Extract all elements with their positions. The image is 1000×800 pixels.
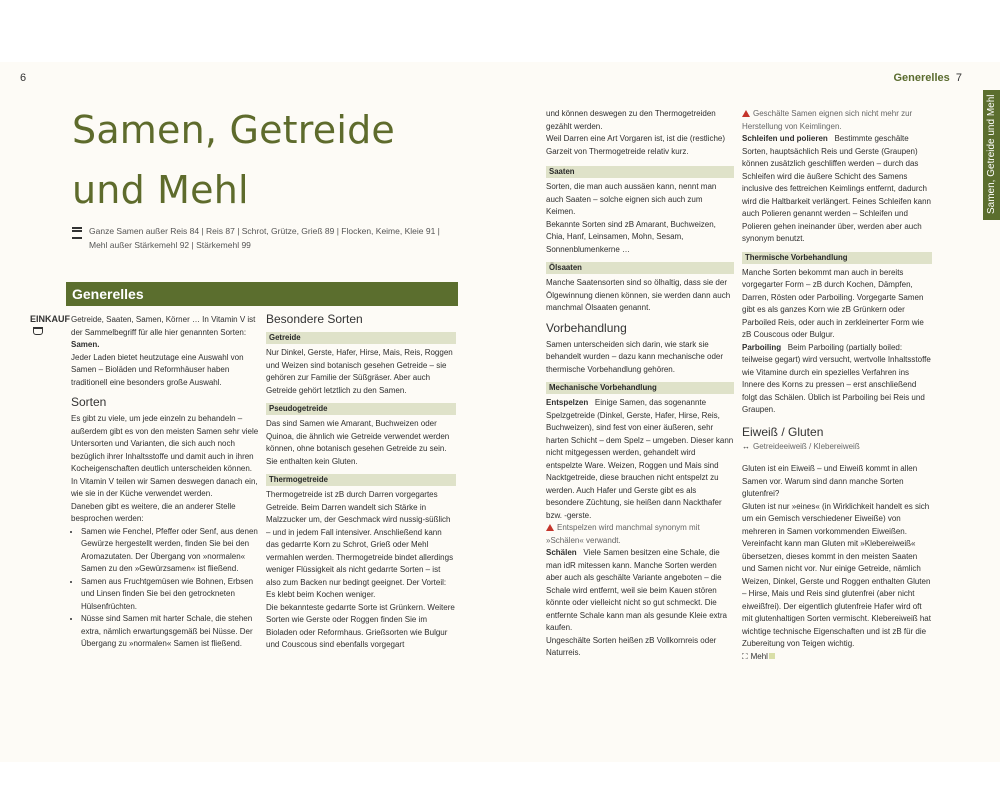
- thermogetreide-continued: und können deswegen zu den Thermogetreiden gezählt werden.: [546, 109, 716, 131]
- right-column-2: [742, 108, 932, 663]
- chapter-side-tab: [983, 90, 1000, 220]
- eiweiss-subtitle: ↔ Getreideeiweiß / Klebereiweiß: [742, 441, 932, 454]
- title-line-2: und Mehl: [72, 168, 249, 212]
- left-column-1: [71, 314, 259, 651]
- saaten-text: Sorten, die man auch aussäen kann, nennt man auch Saaten – solche eignen sich auch zum Keimen.: [546, 182, 717, 216]
- list-item: • Samen aus Fruchtgemüsen wie Bohnen, Erbsen und Linsen finden Sie bei den getrockneten Hülsenfrüchten.: [81, 576, 259, 614]
- thermische-text: Manche Sorten bekommt man auch in bereits vorgegarter Form – zB durch Kochen, Dämpfen, Darren, Rösten oder Parboiling. Vorgegarte Samen gibt es als ganzes Korn wie zB Grünkern oder Parboiled Reis, oder auch in zerkleinerter Form wie zB Couscous oder Bulgur.: [742, 267, 924, 339]
- list-item: • Samen wie Fenchel, Pfeffer oder Senf, aus denen Gewürze hergestellt werden, finden Sie bei den Aromazutaten. Der Übergang von »normalen« Samen zu den »Gewürzsamen« ist fließend.: [81, 526, 259, 576]
- warning-icon: [546, 524, 554, 531]
- pseudogetreide-text: Das sind Samen wie Amarant, Buchweizen oder Quinoa, die ähnlich wie Getreide verwendet werden können, ohne botanisch gesehen Getreide zu sein. Sie enthalten kein Gluten.: [266, 419, 450, 466]
- basket-icon: [33, 327, 43, 335]
- schleifen-text: Schleifen und polieren Bestimmte geschälte Sorten, hauptsächlich Reis und Gerste (Graupen) können zusätzlich geschliffen werden – durch das Schleifen wird die äußere Schicht des Samens inclusive des fettreichen Keimlings entfernt, dadurch wird die Haltbarkeit verlängert. Feines Schleifen kann auch Polieren genannt werden – Schleifen und Polieren gehen ineinander über, werden aber auch synonym benutzt.: [742, 134, 931, 243]
- schaelen-text: Schälen Viele Samen besitzen eine Schale, die man idR mitessen kann. Manche Sorten werden aber auch als geschälte Variante angeboten – die Schale wird entfernt, weil sie beim Kauen stören könnte oder vielleicht nicht so gut schmeckt. Die entfernte Schale kann man als gesunde Kleie extra kaufen.: [546, 548, 728, 632]
- chapter-contents-text: Ganze Samen außer Reis 84 | Reis 87 | Schrot, Grütze, Grieß 89 | Flocken, Keime, Kleie 91 | Mehl außer Stärkemehl 92 | Stärkemehl 99: [89, 226, 440, 250]
- subheading-mechanische-vorbehandlung: Mechanische Vorbehandlung: [546, 382, 734, 394]
- subheading-getreide: Getreide: [266, 332, 456, 344]
- heading-eiweiss-gluten: Eiweiß / Gluten: [742, 424, 824, 439]
- subheading-pseudogetreide: Pseudogetreide: [266, 403, 456, 415]
- title-line-1: Samen, Getreide: [72, 108, 395, 152]
- parboiling-text: Parboiling Beim Parboiling (partially boiled: teilweise gegart) wird versucht, wertvolle Inhaltsstoffe wie Vitamine durch ein spezielles Verfahren ins Innere des Korns zu pressen – erst anschließend folgt das Schälen. Üblich ist Parboiling bei Reis und Graupen.: [742, 342, 931, 414]
- side-tab-label: Samen, Getreide und Mehl: [986, 94, 997, 214]
- mehl-reference[interactable]: ⛶ Mehl: [742, 651, 932, 664]
- schaelen-text-2: Ungeschälte Sorten heißen zB Vollkornreis oder Naturreis.: [546, 635, 717, 657]
- sorten-paragraph-2: Daneben gibt es weitere, die an anderer Stelle besprochen werden:: [71, 501, 236, 523]
- sorten-paragraph: Es gibt zu viele, um jede einzeln zu behandeln – außerdem gibt es von den meisten Samen sehr viele Untersorten und Varianten, die sich auch noch bezüglich ihrer Inhaltsstoffe und damit auch in ihren Kocheigenschaften deutlich unterscheiden können. In Vitamin V teilen wir Samen deswegen danach ein, wie sie in der Küche verwendet werden.: [71, 414, 259, 498]
- oelsaaten-text: Manche Saatensorten sind so ölhaltig, dass sie der Ölgewinnung dienen können, sie werden dann auch manchmal Ölsaaten genannt.: [546, 278, 731, 312]
- subheading-thermogetreide: Thermogetreide: [266, 474, 456, 486]
- thermogetreide-text: Thermogetreide ist zB durch Darren vorgegartes Getreide. Beim Darren wandelt sich Stärke in Malzzucker um, der Geschmack wird nussig-süßlich – und in jedem Fall intensiver. Anschließend kann das gedarrte Korn zu Schrot, Grieß oder Mehl vermahlen werden. Thermogetreide bindet allerdings weniger Flüssigkeit als nicht gedarrte Sorten – ist also zum Backen nur bedingt geeignet. Der Vorteil: Es klebt beim Kochen weniger.: [266, 490, 454, 599]
- entspelzen-text: Entspelzen Einige Samen, das sogenannte Spelzgetreide (Dinkel, Gerste, Hafer, Hirse, Reis, Buchweizen), sind fest von einer äußeren, sehr harten Schicht – dem Spelz – umgeben. Dieser kann nicht mitgegessen werden, gehandelt wird entspelzte Ware. Weizen, Roggen und Mais sind Nacktgetreide, diese brauchen nicht entspelzt zu werden. Auch Hafer und Gerste gibt es als besondere Züchtung, sie heißen dann Nackthafer bzw. -gerste.: [546, 398, 734, 520]
- saaten-text-2: Bekannte Sorten sind zB Amarant, Buchweizen, Chia, Hanf, Leinsamen, Mohn, Sesam, Sonnenblumenkerne …: [546, 219, 716, 254]
- vorbehandlung-text: Samen unterscheiden sich darin, wie stark sie behandelt wurden – dazu kann mechanische oder thermische Vorbehandlung gehören.: [546, 339, 724, 374]
- getreide-text: Nur Dinkel, Gerste, Hafer, Hirse, Mais, Reis, Roggen und Weizen sind botanisch gesehen Getreide – sie gehören zur Familie der Süßgräser. Aber auch Getreide gehört letztlich zu den Samen.: [266, 348, 453, 395]
- intro-paragraph-2: Jeder Laden bietet heutzutage eine Auswahl von Samen – Bioläden und Reformhäuser haben traditionell eine besonders große Auswahl.: [71, 352, 244, 387]
- thermogetreide-text-2: Die bekannteste gedarrte Sorte ist Grünkern. Weitere Sorten wie Gerste oder Roggen finden Sie im Bioladen oder Reformhaus. Grießsorten wie Bulgur und Couscous sind ebenfalls vorgegart: [266, 602, 455, 649]
- expand-icon: ⛶: [742, 651, 748, 661]
- warning-note: Entspelzen wird manchmal synonym mit »Schälen« verwandt.: [546, 523, 700, 545]
- gluten-text-2: Gluten ist nur »eines« (in Wirklichkeit handelt es sich um ein Gemisch verschiedener Eiweiße) von mehreren in Samen vorkommenden Eiweißen. Vereinfacht kann man Gluten mit »Klebereiweiß« übersetzen, dieses kommt in den meisten Saaten und Samen nicht vor. Nur einige Getreide, nämlich Weizen, Dinkel, Gerste und Roggen enthalten Gluten – Hirse, Mais und Reis sind glutenfrei (aber nicht eiweißfrei). Der eigentlich glutenfreie Hafer wird oft mit glutenhaltigen Sorten vermischt. Klebereiweiß hat wichtige technische Eigenschaften und ist zB für die Zubereitung von Teigen wichtig.: [742, 501, 931, 648]
- page-number-right: 7: [955, 72, 962, 84]
- page-title: [72, 100, 395, 220]
- heading-besondere-sorten: Besondere Sorten: [266, 312, 363, 326]
- list-icon: [72, 227, 82, 239]
- heading-vorbehandlung: Vorbehandlung: [546, 320, 627, 335]
- einkauf-label: EINKAUF: [30, 314, 70, 324]
- garzeit-text: Weil Darren eine Art Vorgaren ist, ist die (restliche) Garzeit von Thermogetreide relativ kurz.: [546, 134, 726, 156]
- chapter-contents: [72, 224, 452, 252]
- sorten-list: [71, 526, 259, 651]
- list-item: • Nüsse sind Samen mit harter Schale, die stehen extra, nämlich erwartungsgemäß bei Nüsse. Der Übergang zu »normalen« Samen ist fließend.: [81, 613, 259, 651]
- intro-paragraph: Getreide, Saaten, Samen, Körner … In Vitamin V ist der Sammelbegriff für alle hier genannten Sorten: Samen.: [71, 315, 256, 349]
- heading-sorten: Sorten: [71, 395, 107, 409]
- left-column-2: [266, 312, 456, 652]
- warning-icon: [742, 110, 750, 117]
- subheading-saaten: Saaten: [546, 166, 734, 178]
- gluten-text: Gluten ist ein Eiweiß – und Eiweiß kommt in allen Samen vor. Warum sind dann manche Sorten glutenfrei?: [742, 464, 918, 498]
- subheading-oelsaaten: Ölsaaten: [546, 262, 734, 274]
- glossary-marker-icon: [769, 653, 775, 659]
- warning-note: Geschälte Samen eignen sich nicht mehr zur Herstellung von Keimlingen.: [742, 109, 913, 131]
- right-column-1: [546, 108, 734, 660]
- section-banner: Generelles: [66, 282, 458, 306]
- subheading-thermische-vorbehandlung: Thermische Vorbehandlung: [742, 252, 932, 264]
- link-arrows-icon: ↔: [742, 441, 750, 451]
- running-head: Generelles 7: [893, 72, 962, 84]
- page-number-left: 6: [20, 72, 27, 84]
